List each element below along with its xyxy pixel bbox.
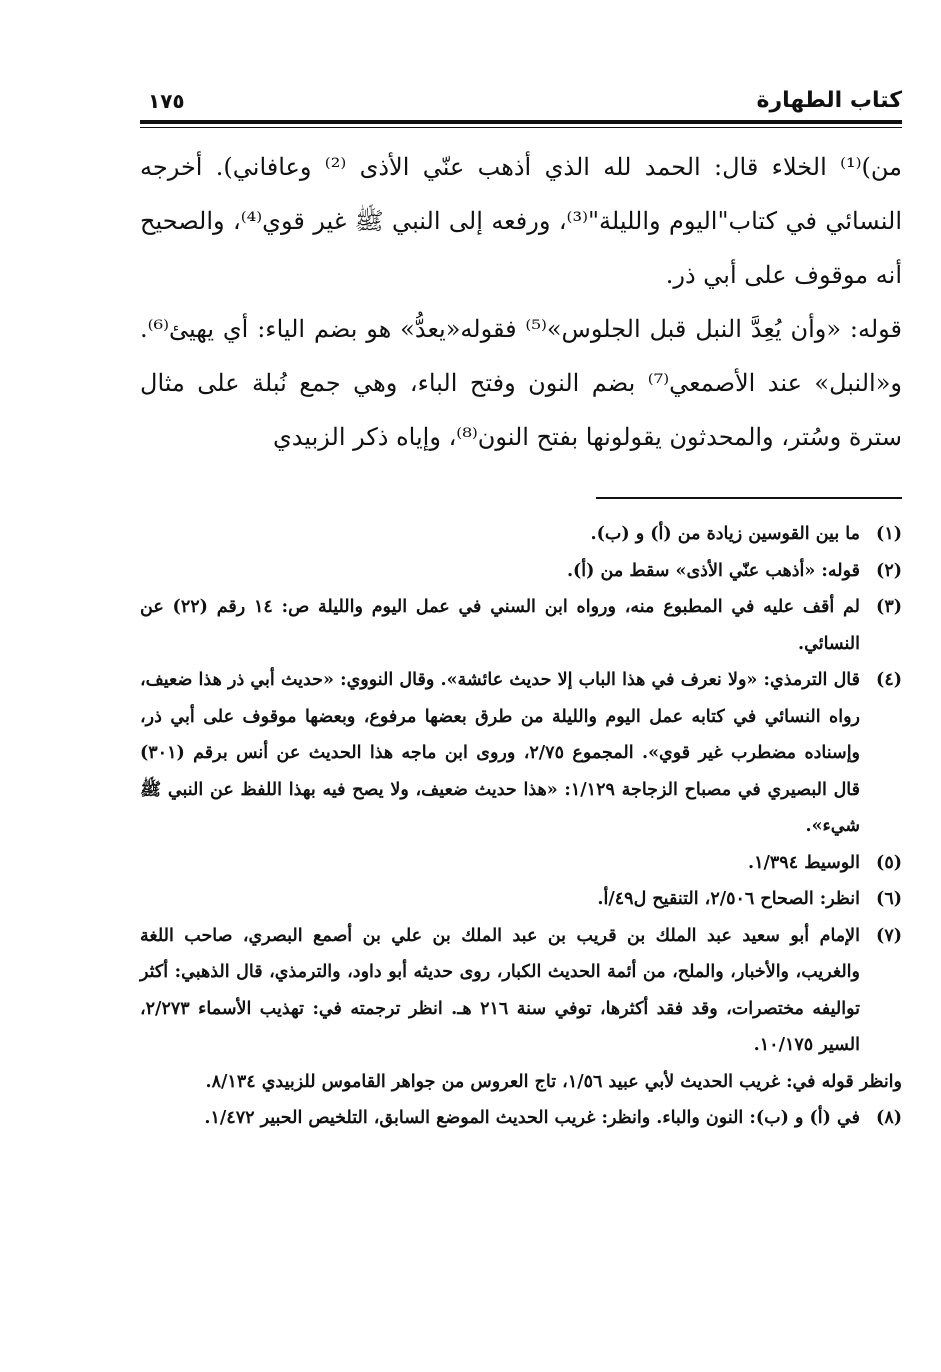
header-rule-thick: [140, 120, 902, 124]
footnote-number: (١): [876, 524, 902, 544]
page-number: ١٧٥: [148, 89, 185, 113]
footnote-item: [140, 1100, 902, 1137]
running-head: كتاب الطهارة: [756, 88, 902, 113]
footnote-number: (٨): [876, 1108, 902, 1128]
body-paragraph: قوله: «وأن يُعِدَّ النبل قبل الجلوس»⁽⁵⁾ فقوله«يعدُّ» هو بضم الياء: أي يهيئ⁽⁶⁾. و«النبل» عند الأصمعي⁽⁷⁾ بضم النون وفتح الباء، وهي جمع نُبلة على مثال سترة وسُتر، والمحدثون يقولونها بفتح النون⁽⁸⁾، وإياه ذكر الزبيدي: [140, 315, 903, 451]
footnote-continuation: وانظر قوله في: غريب الحديث لأبي عبيد ١/٥٦، تاج العروس من جواهر القاموس للزبيدي ٨/١٣٤.: [205, 1071, 902, 1092]
footnote-number: (٢): [876, 560, 902, 581]
footnote-text: قال الترمذي: «ولا نعرف في هذا الباب إلا حديث عائشة». وقال النووي: «حديث أبي ذر هذا ضعيف، رواه النسائي في كتابه عمل اليوم والليلة من طرق بعضها مرفوع، وبعضها موقوف على أبي ذر، وإسناده مضطرب غير قوي». المجموع ٢/٧٥، وروى ابن ماجه هذا الحديث عن أنس برقم (٣٠١) قال البصيري في مصباح الزجاجة ١/١٢٩: «هذا حديث ضعيف، ولا يصح فيه بهذا اللفظ عن النبي ﷺ شيء».: [140, 670, 861, 836]
footnote-separator: [596, 497, 902, 499]
footnote-item: [140, 553, 902, 590]
footnote-text: الوسيط ١/٣٩٤.: [748, 852, 860, 873]
header-rule-thin: [140, 127, 902, 128]
footnote-item: [140, 516, 902, 553]
footnote-text: لم أقف عليه في المطبوع منه، ورواه ابن السني في عمل اليوم والليلة ص: ١٤ رقم (٢٢) عن النسائي.: [140, 597, 860, 654]
footnotes-section: [140, 516, 902, 1137]
footnote-number: (٦): [876, 889, 902, 909]
footnote-item: [140, 918, 902, 1064]
footnote-text: قوله: «أذهب عنّي الأذى» سقط من (أ).: [566, 560, 860, 581]
page-header: [140, 86, 902, 120]
footnote-number: (٤): [876, 670, 902, 690]
footnote-number: (٧): [876, 925, 902, 946]
footnote-number: (٣): [876, 597, 902, 617]
body-paragraph: من)⁽¹⁾ الخلاء قال: الحمد لله الذي أذهب عنّي الأذى ⁽²⁾ وعافاني). أخرجه النسائي في كتاب"اليوم والليلة"⁽³⁾، ورفعه إلى النبي ﷺ غير قوي⁽⁴⁾، والصحيح أنه موقوف على أبي ذر.: [140, 153, 902, 289]
main-body-text: [140, 140, 902, 464]
footnote-item: [140, 662, 902, 845]
footnote-item: [140, 845, 902, 882]
footnote-text: انظر: الصحاح ٢/٥٠٦، التنقيح ل٤٩/أ.: [597, 889, 860, 909]
footnote-text: في (أ) و (ب): النون والباء. وانظر: غريب الحديث الموضع السابق، التلخيص الحبير ١/٤٧٢.: [204, 1108, 860, 1128]
footnote-number: (٥): [876, 852, 902, 873]
footnote-text: ما بين القوسين زيادة من (أ) و (ب).: [590, 524, 860, 544]
footnote-item: [140, 881, 902, 918]
footnote-text: الإمام أبو سعيد عبد الملك بن قريب بن عبد الملك بن علي بن أصمع البصري، صاحب اللغة والغريب، والأخبار، والملح، من أئمة الحديث الكبار، روى حديثه أبو داود، والترمذي، قال الذهبي: أكثر تواليفه مختصرات، وقد فقد أكثرها، توفي سنة ٢١٦ هـ. انظر ترجمته في: تهذيب الأسماء ٢/٢٧٣، السير ١٠/١٧٥.: [140, 925, 860, 1055]
footnote-item: [140, 589, 902, 662]
